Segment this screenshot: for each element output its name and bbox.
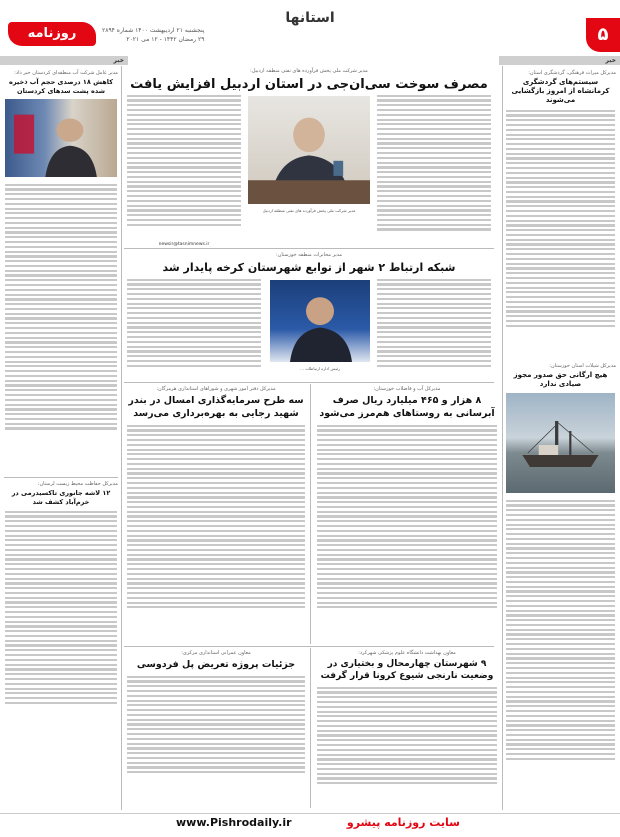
bottom-right-article	[314, 648, 500, 810]
official-portrait-illustration	[270, 280, 370, 362]
mid2-title: ۸ هزار و ۴۶۵ میلیارد ریال صرف آبرسانی به روستاهای هم‌مرز می‌شود	[319, 395, 495, 419]
bottom-right-kicker: معاون بهداشت دانشگاه علوم پزشکی شهرکرد:	[358, 650, 456, 656]
mid1-body-right	[374, 276, 494, 376]
mid2-article	[314, 384, 500, 644]
bottom-mid-kicker: معاون عمرانی استانداری مرکزی:	[181, 650, 251, 656]
column-rule-right	[502, 66, 503, 810]
footer-site-label: سایت روزنامه پیشرو	[346, 816, 460, 829]
official-at-desk-illustration	[248, 96, 370, 204]
mid1-body-left-text	[127, 276, 261, 376]
mid1-title: شبکه ارتباط ۲ شهر از توابع شهرستان کرخه پایدار شد	[162, 261, 456, 274]
bottom-left-body	[5, 508, 117, 738]
right-top-title: سیستم‌های گردشگری کرمانشاه از امروز بازگشایی می‌شوند	[511, 78, 610, 104]
date-line-1: پنجشنبه ۲۱ اردیبهشت ۱۴۰۰ شماره ۲۸۹۴	[102, 27, 205, 34]
right-mid-body	[506, 497, 615, 797]
rule-3	[310, 384, 311, 644]
left-top-kicker: مدیر عامل شرکت آب منطقه‌ای کردستان خبر داد:	[14, 70, 118, 76]
page-header	[0, 0, 620, 62]
footer-bar	[0, 813, 620, 834]
left-top-title: کاهش ۱۸ درصدی حجم آب ذخیره شده پشت سدهای کردستان	[8, 78, 114, 95]
official-photo	[5, 99, 117, 177]
mid3-body	[127, 422, 305, 632]
right-top-body	[506, 107, 615, 357]
page-number: ۵	[586, 18, 620, 52]
main-body-left-text	[127, 92, 241, 242]
mid1-photo	[270, 280, 370, 362]
newspaper-logo: روزنامه	[8, 22, 96, 46]
main-photo	[248, 96, 370, 204]
rule-1	[124, 248, 494, 249]
band-left	[0, 56, 128, 65]
mid3-article	[124, 384, 308, 644]
person-illustration	[5, 99, 117, 177]
bottom-right-title: ۹ شهرستان چهارمحال و بختیاری در وضعیت نارنجی شیوع کرونا قرار گرفت	[320, 659, 494, 681]
main-kicker: مدیر شرکت ملی پخش فرآورده های نفتی منطقه اردبیل:	[250, 68, 368, 74]
bottom-left-kicker: مدیرکل حفاظت محیط زیست لرستان:	[4, 477, 118, 487]
column-rule-left	[121, 66, 122, 810]
left-top-body	[5, 181, 117, 471]
rule-2	[124, 382, 494, 383]
bottom-mid-body	[127, 673, 305, 791]
news-email: newsir@tasnimnews.ir	[158, 242, 210, 246]
issue-date	[102, 26, 204, 44]
main-body-right-text	[377, 92, 491, 242]
right-mid-title: هیچ ارگانی حق صدور مجوز صیادی ندارد	[513, 371, 608, 388]
section-title: استانها	[285, 10, 335, 26]
band-right-label: خبر	[605, 57, 616, 64]
mid1-article	[124, 250, 494, 380]
right-mid-kicker: مدیرکل شیلات استان خوزستان:	[549, 363, 616, 369]
rule-4	[124, 646, 494, 647]
band-left-label: خبر	[113, 57, 124, 64]
band-right	[499, 56, 620, 65]
rule-5	[310, 648, 311, 808]
mid1-photo-caption: رئیس اداره ارتباطات ...	[300, 366, 340, 371]
main-title: مصرف سوخت سی‌ان‌جی در استان اردبیل افزایش یافت	[130, 77, 488, 92]
mid3-title: سه طرح سرمایه‌گذاری امسال در بندر شهید رجایی به بهره‌برداری می‌رسد	[128, 395, 304, 419]
main-body-right	[374, 92, 494, 242]
mid2-kicker: مدیرکل آب و فاضلاب خوزستان:	[373, 386, 441, 392]
right-column	[503, 68, 618, 808]
main-photo-caption: مدیر شرکت ملی پخش فرآورده های نفتی منطقه اردبیل	[262, 208, 356, 213]
right-top-kicker: مدیرکل میراث فرهنگی، گردشگری استان:	[528, 70, 616, 76]
mid1-kicker: مدیر مخابرات منطقه خوزستان:	[275, 252, 343, 258]
mid1-body-left	[124, 276, 264, 376]
date-line-2: ۲۹ رمضان ۱۴۴۲ - ۱۲ می ۲۰۲۱	[126, 36, 205, 43]
main-article	[124, 66, 494, 246]
boat-illustration	[506, 393, 615, 493]
main-body-left	[124, 92, 244, 246]
footer-url[interactable]: www.Pishrodaily.ir	[176, 816, 292, 829]
mid1-body-right-text	[377, 276, 491, 376]
bottom-left-title: ۱۲ لاشه جانوری تاکسیدرمی در خرم‌آباد کشف شد	[11, 489, 111, 506]
bottom-mid-title: جزئیات پروژه تعریض پل فردوسی	[136, 659, 296, 670]
fishing-boat-photo	[506, 393, 615, 493]
left-column	[2, 68, 120, 808]
mid3-kicker: مدیرکل دفتر امور شهری و شوراهای استانداری هرمزگان:	[156, 386, 276, 392]
bottom-mid-article	[124, 648, 308, 810]
bottom-right-body	[317, 684, 497, 799]
page-footer	[0, 813, 620, 837]
mid2-body	[317, 422, 497, 632]
